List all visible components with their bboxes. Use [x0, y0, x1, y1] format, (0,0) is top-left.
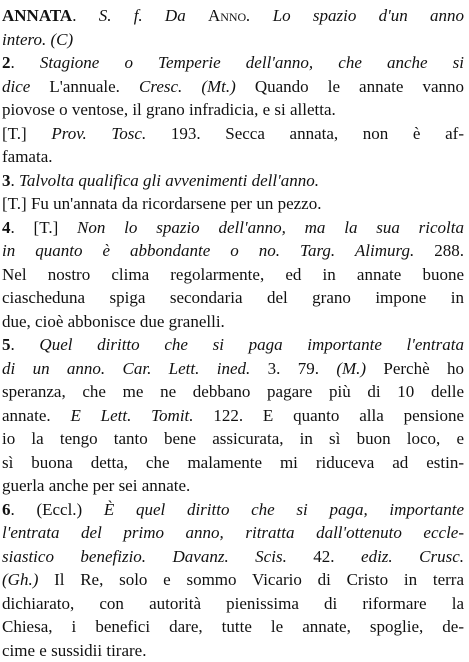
- text-line: [2, 380, 464, 404]
- text-line: [2, 28, 464, 52]
- text-line: [2, 310, 464, 334]
- text-segment: ANNATA: [2, 6, 72, 25]
- text-segment: due, cioè abbonisce due granelli.: [2, 312, 225, 331]
- text-line-content: [2, 427, 464, 451]
- text-segment: [T.]: [2, 124, 51, 143]
- text-line: [2, 286, 464, 310]
- text-line: [2, 122, 464, 146]
- text-line: [2, 4, 464, 28]
- text-line-content: [2, 545, 464, 569]
- text-line: [2, 169, 464, 193]
- text-segment: Talvolta qualifica gli avvenimenti dell'anno.: [19, 171, 319, 190]
- text-segment: Nel nostro clima regolarmente, ed in annate buone: [2, 265, 464, 284]
- text-segment: .: [11, 171, 20, 190]
- text-line: [2, 75, 464, 99]
- text-line-content: [2, 498, 464, 522]
- text-line: [2, 192, 464, 216]
- text-line: [2, 521, 464, 545]
- text-line: [2, 451, 464, 475]
- text-line-content: [2, 357, 464, 381]
- text-segment: Cresc. (Mt.): [139, 77, 236, 96]
- text-line-content: [2, 615, 464, 639]
- text-segment: . (Eccl.): [11, 500, 104, 519]
- text-segment: famata.: [2, 147, 53, 166]
- text-segment: annate.: [2, 406, 70, 425]
- text-line-content: [2, 568, 464, 592]
- text-segment: io la tengo tanto bene assicurata, in sì buon loco, e: [2, 429, 464, 448]
- text-line: [2, 333, 464, 357]
- text-segment: 122. E quanto alla pensione: [194, 406, 464, 425]
- text-segment: speranza, che me ne debbano pagare più di 10 delle: [2, 382, 464, 401]
- text-segment: Il Re, solo e sommo Vicario di Cristo in terra: [38, 570, 464, 589]
- text-line-content: [2, 476, 190, 495]
- text-segment: Quel diritto che si paga importante l'entrata: [39, 335, 464, 354]
- text-segment: l'entrata del primo anno, ritratta dall'ottenuto eccle-: [2, 523, 464, 542]
- text-line-content: [2, 30, 73, 49]
- text-line-content: [2, 263, 464, 287]
- text-line-content: [2, 312, 225, 331]
- text-line-content: [2, 216, 464, 240]
- text-line-content: [2, 286, 464, 310]
- text-segment: Quando le annate vanno: [236, 77, 464, 96]
- text-line: [2, 474, 464, 498]
- text-line: [2, 98, 464, 122]
- text-line-content: [2, 451, 464, 475]
- text-segment: siastico benefizio. Davanz. Scis.: [2, 547, 287, 566]
- text-segment: ciascheduna spiga secondaria del grano impone in: [2, 288, 464, 307]
- text-segment: Non lo spazio dell'anno, ma la sua ricolta: [77, 218, 464, 237]
- text-segment: (M.): [336, 359, 366, 378]
- text-line: [2, 357, 464, 381]
- text-segment: sì buona detta, che malamente mi riduceva ad estin-: [2, 453, 464, 472]
- text-line-content: [2, 4, 464, 28]
- text-line: [2, 545, 464, 569]
- text-segment: . [T.]: [11, 218, 78, 237]
- text-line-content: [2, 592, 464, 616]
- text-segment: Anno: [208, 6, 246, 25]
- text-line: [2, 239, 464, 263]
- text-line-content: [2, 239, 464, 263]
- text-segment: 2: [2, 53, 11, 72]
- text-line: [2, 639, 464, 662]
- text-line: [2, 216, 464, 240]
- text-segment: intero. (C): [2, 30, 73, 49]
- text-segment: E Lett. Tomit.: [70, 406, 193, 425]
- text-segment: 288.: [414, 241, 464, 260]
- text-segment: 5: [2, 335, 11, 354]
- text-line-content: [2, 75, 464, 99]
- text-segment: Chiesa, i benefici dare, tutte le annate, spoglie, de-: [2, 617, 464, 636]
- text-line-content: [2, 404, 464, 428]
- text-line: [2, 263, 464, 287]
- text-line: [2, 145, 464, 169]
- text-line: [2, 498, 464, 522]
- text-line-content: [2, 194, 321, 213]
- text-segment: di un anno. Car. Lett. ined.: [2, 359, 250, 378]
- text-segment: . Lo spazio d'un anno: [246, 6, 464, 25]
- text-segment: guerla anche per sei annate.: [2, 476, 190, 495]
- text-segment: 4: [2, 218, 11, 237]
- text-segment: Perchè ho: [366, 359, 464, 378]
- text-segment: in quanto è abbondante o no. Targ. Alimurg.: [2, 241, 414, 260]
- text-segment: dichiarato, con autorità pienissima di riformare la: [2, 594, 464, 613]
- text-segment: 6: [2, 500, 11, 519]
- text-segment: 3: [2, 171, 11, 190]
- text-line-content: [2, 521, 464, 545]
- text-segment: piovose o ventose, il grano infradicia, e si alletta.: [2, 100, 336, 119]
- text-segment: [T.] Fu un'annata da ricordarsene per un pezzo.: [2, 194, 321, 213]
- text-line-content: [2, 380, 464, 404]
- text-segment: È quel diritto che si paga, importante: [104, 500, 464, 519]
- text-segment: 42.: [287, 547, 361, 566]
- text-segment: 193. Secca annata, non è af-: [146, 124, 464, 143]
- text-segment: Stagione o Temperie dell'anno, che anche si: [40, 53, 464, 72]
- text-line-content: [2, 333, 464, 357]
- text-segment: Prov. Tosc.: [51, 124, 146, 143]
- text-segment: .: [72, 6, 99, 25]
- text-segment: dice: [2, 77, 30, 96]
- text-line-content: [2, 147, 53, 166]
- text-line-content: [2, 100, 336, 119]
- text-segment: 3. 79.: [250, 359, 336, 378]
- text-line: [2, 568, 464, 592]
- dictionary-entry-annata: [2, 4, 464, 662]
- text-segment: ediz. Crusc.: [361, 547, 464, 566]
- text-line-content: [2, 51, 464, 75]
- entry-text: [2, 4, 464, 662]
- text-line: [2, 615, 464, 639]
- text-line: [2, 51, 464, 75]
- text-segment: .: [11, 335, 40, 354]
- text-line: [2, 427, 464, 451]
- text-segment: .: [11, 53, 40, 72]
- text-line-content: [2, 641, 146, 660]
- text-segment: S. f. Da: [99, 6, 208, 25]
- text-line-content: [2, 122, 464, 146]
- text-line-content: [2, 171, 319, 190]
- text-line: [2, 404, 464, 428]
- text-segment: L'annuale.: [30, 77, 139, 96]
- text-line: [2, 592, 464, 616]
- text-segment: cime e sussidii tirare.: [2, 641, 146, 660]
- text-segment: (Gh.): [2, 570, 38, 589]
